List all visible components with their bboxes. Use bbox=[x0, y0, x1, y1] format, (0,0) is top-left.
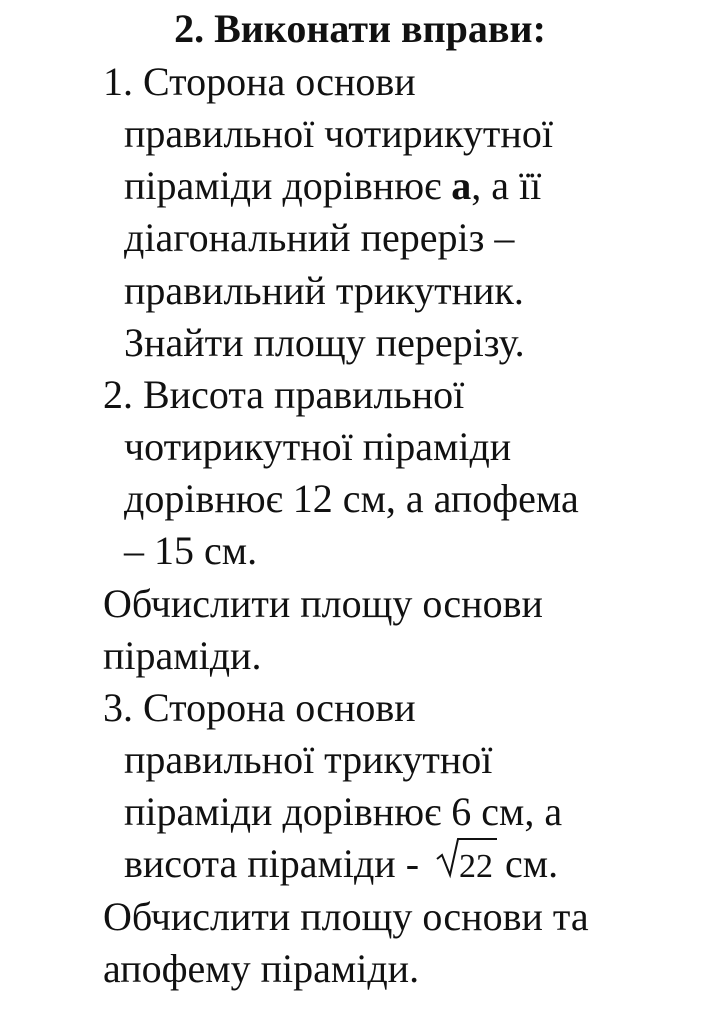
exercise-1-line-5: правильний трикутник. bbox=[124, 268, 524, 313]
exercise-2-line-6: піраміди. bbox=[103, 633, 262, 678]
exercise-3-line-2: правильної трикутної bbox=[124, 737, 493, 782]
square-root bbox=[435, 839, 493, 892]
exercise-1-line-3-tail: , а її bbox=[471, 163, 542, 208]
side-variable-a: а bbox=[451, 163, 472, 208]
exercise-2-line-5: Обчислити площу основи bbox=[103, 581, 543, 626]
exercise-1-line-1: 1. Сторона основи bbox=[103, 59, 416, 104]
radical-sign-icon bbox=[435, 835, 497, 879]
exercise-2-line-1: 2. Висота правильної bbox=[103, 372, 465, 417]
exercise-3-line-1: 3. Сторона основи bbox=[103, 685, 416, 730]
section-heading: 2. Виконати вправи: bbox=[174, 6, 546, 51]
exercise-1-line-2: правильної чотирикутної bbox=[124, 111, 553, 156]
exercise-3-line-4 bbox=[124, 839, 558, 892]
exercise-1-line-6: Знайти площу перерізу. bbox=[124, 320, 525, 365]
exercise-3-line-4-tail: см. bbox=[495, 841, 559, 886]
radicand-value: 22 bbox=[459, 848, 494, 885]
exercise-1-line-3 bbox=[124, 161, 541, 211]
exercise-3-line-4-text: висота піраміди - bbox=[124, 841, 430, 886]
exercise-2-line-4: – 15 см. bbox=[124, 528, 258, 573]
exercise-1-line-4: діагональний переріз – bbox=[124, 215, 515, 260]
exercise-3-line-6: апофему піраміди. bbox=[103, 946, 420, 991]
exercise-3-line-5: Обчислити площу основи та bbox=[103, 894, 589, 939]
exercise-2-line-3: дорівнює 12 см, а апофема bbox=[124, 476, 579, 521]
exercise-3-line-3: піраміди дорівнює 6 см, а bbox=[124, 789, 563, 834]
exercise-1-line-3-text: піраміди дорівнює bbox=[124, 163, 452, 208]
exercise-2-line-2: чотирикутної піраміди bbox=[124, 424, 512, 469]
